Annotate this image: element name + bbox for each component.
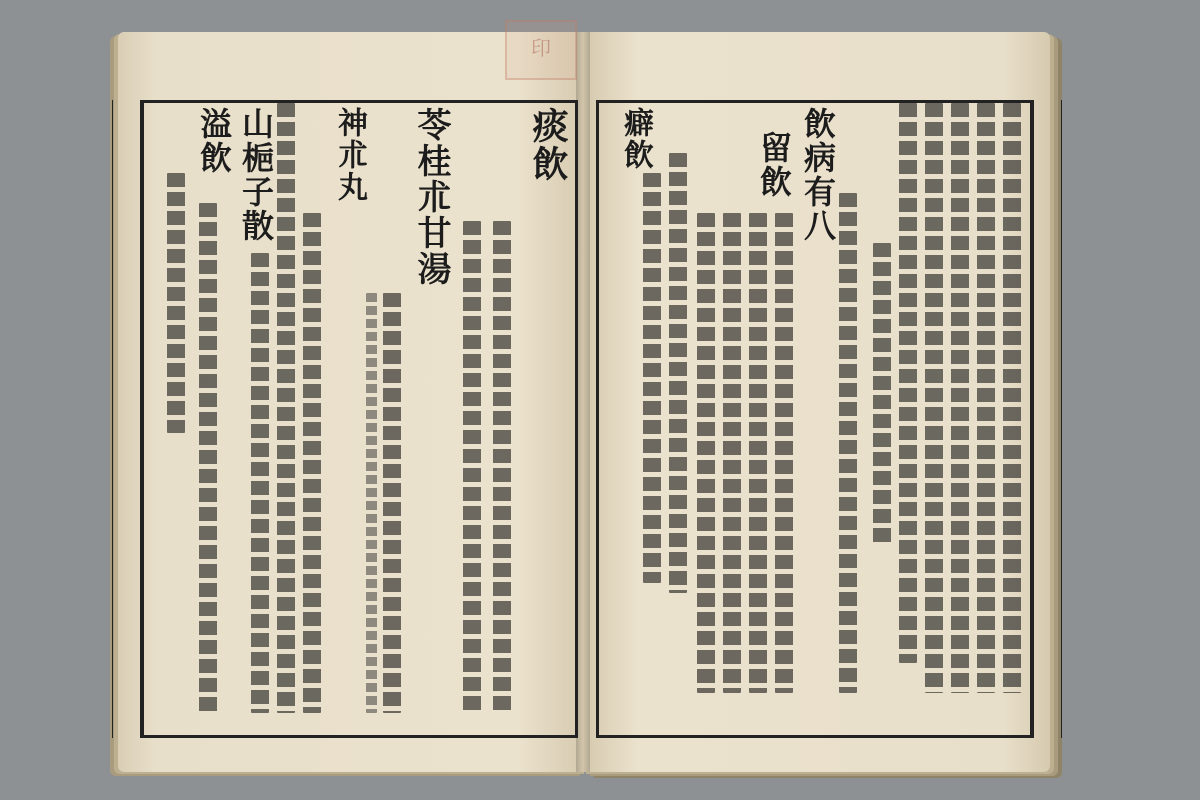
heading-ryuin: 留飲 [755,131,793,199]
heading-tanyin: 痰飲 [527,107,569,183]
library-seal-stamp: 印 [505,20,577,80]
heading-inbyo-yuhachi: 飲病有八 [799,107,837,243]
heading-shinjutsugan: 神朮丸 [332,107,367,203]
heading-itsuin: 溢飲 [195,107,233,175]
heading-sanshishisan: 山梔子散 [237,107,275,243]
right-text-frame [596,100,1034,738]
open-book [110,32,1060,780]
heading-ryokeijutsukanto: 苓桂朮甘湯 [411,107,451,287]
right-margin-strip [1030,100,1062,738]
book-gutter [576,32,590,772]
heading-hekiin: 癖飲 [618,107,653,171]
left-text-frame [140,100,578,738]
